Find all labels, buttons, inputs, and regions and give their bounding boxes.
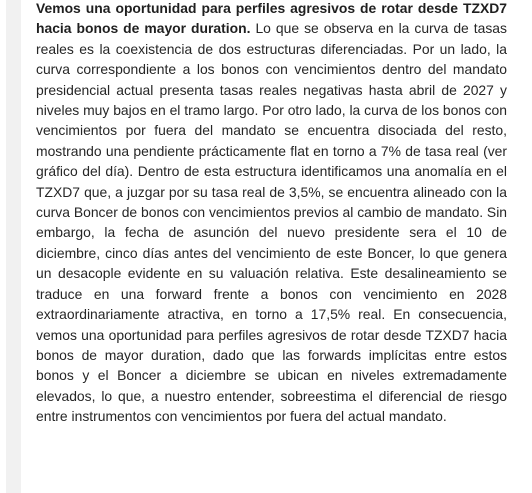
left-margin-bar [6,0,21,493]
article-body: Lo que se observa en la curva de tasas reales es la coexistencia de dos estructuras diferenciadas. Por un lado, la curva correspondiente a los bonos con vencimientos dentro del mandato presidencial actual presenta tasas reales negativas hasta abril de 2027 y niveles muy bajos en el tramo largo. Por otro lado, la curva de los bonos con vencimientos por fuera del mandato se encuentra disociada del resto, mostrando una pendiente prácticamente flat en torno a 7% de tasa real (ver gráfico del día). Dentro de esta estructura identificamos una anomalía en el TZXD7 que, a juzgar por su tasa real de 3,5%, se encuentra alineado con la curva Boncer de bonos con vencimientos previos al cambio de mandato. Sin embargo, la fecha de asunción del nuevo presidente sera el 10 de diciembre, cinco días antes del vencimiento de este Boncer, lo que genera un desacople evidente en su valuación relativa. Este desalineamiento se traduce en una forward frente a bonos con vencimiento en 2028 extraordinariamente atractiva, en torno a 17,5% real. En consecuencia, vemos una oportunidad para perfiles agresivos de rotar desde TZXD7 hacia bonos de mayor duration, dado que las forwards implícitas entre estos bonos y el Boncer a diciembre se ubican en niveles extremadamente elevados, lo que, a nuestro entender, sobreestima el diferencial de riesgo entre instrumentos con vencimientos por fuera del actual mandato. [36,20,507,425]
article-lead: Vemos una oportunidad para perfiles agresivos de rotar desde TZXD7 hacia bonos de mayor duration. [36,0,507,37]
article-paragraph [36,0,507,427]
